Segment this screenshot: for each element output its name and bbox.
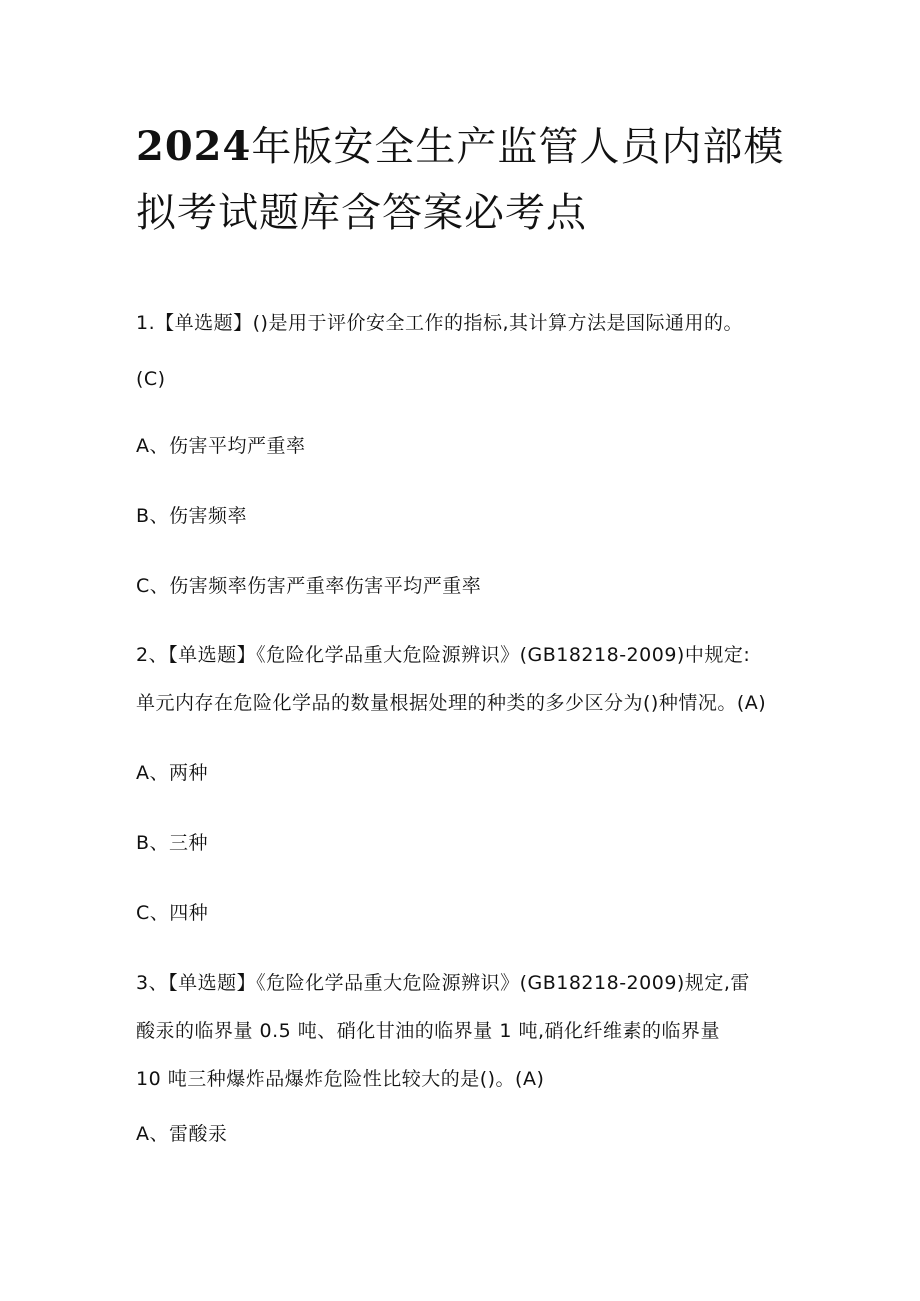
question-3-option-a: A、雷酸汞 — [136, 1123, 228, 1145]
question-1-line-1: 1.【单选题】()是用于评价安全工作的指标,其计算方法是国际通用的。 — [136, 312, 743, 334]
question-2-line-1: 2、【单选题】《危险化学品重大危险源辨识》(GB18218-2009)中规定: — [136, 644, 751, 666]
question-1-option-c: C、伤害频率伤害严重率伤害平均严重率 — [136, 575, 482, 597]
question-1-line-2: (C) — [136, 368, 166, 390]
question-2-option-b: B、三种 — [136, 832, 209, 854]
title-text: 年版安全生产监管人员内部模拟考试题库含答案必考点 — [136, 124, 785, 236]
question-1-option-b: B、伤害频率 — [136, 505, 248, 527]
question-3-line-2: 酸汞的临界量 0.5 吨、硝化甘油的临界量 1 吨,硝化纤维素的临界量 — [136, 1020, 721, 1042]
question-2-option-a: A、两种 — [136, 762, 208, 784]
document-title — [136, 114, 796, 246]
question-1-option-a: A、伤害平均严重率 — [136, 435, 306, 457]
title-year: 2024 — [136, 123, 252, 170]
question-2-line-2: 单元内存在危险化学品的数量根据处理的种类的多少区分为()种情况。(A) — [136, 692, 767, 714]
question-3-line-1: 3、【单选题】《危险化学品重大危险源辨识》(GB18218-2009)规定,雷 — [136, 972, 750, 994]
question-3-line-3: 10 吨三种爆炸品爆炸危险性比较大的是()。(A) — [136, 1068, 545, 1090]
question-2-option-c: C、四种 — [136, 902, 209, 924]
